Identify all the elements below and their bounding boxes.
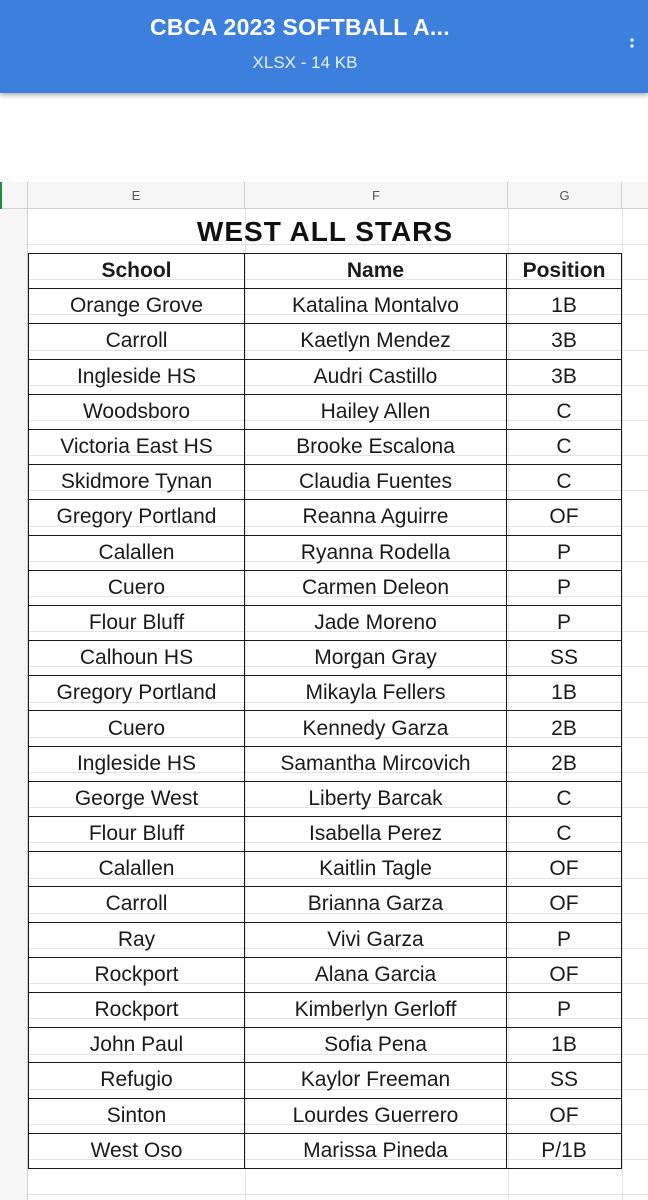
cell-school[interactable]: John Paul (29, 1028, 245, 1063)
cell-name[interactable]: Mikayla Fellers (245, 676, 507, 711)
file-info: XLSX - 14 KB (252, 53, 358, 72)
table-row (29, 465, 622, 500)
cell-name[interactable]: Ryanna Rodella (245, 535, 507, 570)
cell-position[interactable]: P (507, 992, 622, 1027)
table-row (29, 324, 622, 359)
cell-school[interactable]: Calallen (29, 535, 245, 570)
cell-school[interactable]: Gregory Portland (29, 676, 245, 711)
more-vert-icon[interactable] (622, 36, 642, 56)
cell-school[interactable]: Carroll (29, 887, 245, 922)
cell-school[interactable]: George West (29, 781, 245, 816)
cell-name[interactable]: Kaitlin Tagle (245, 852, 507, 887)
cell-name[interactable]: Jade Moreno (245, 605, 507, 640)
cell-school[interactable]: Woodsboro (29, 394, 245, 429)
cell-school[interactable]: Ingleside HS (29, 359, 245, 394)
header-position[interactable]: Position (507, 254, 622, 289)
header-school[interactable]: School (29, 254, 245, 289)
cell-school[interactable]: Ray (29, 922, 245, 957)
app-bar (0, 0, 648, 93)
table-row (29, 711, 622, 746)
cell-name[interactable]: Brooke Escalona (245, 429, 507, 464)
cell-position[interactable]: OF (507, 887, 622, 922)
cell-school[interactable]: Refugio (29, 1063, 245, 1098)
cell-school[interactable]: Calallen (29, 852, 245, 887)
cell-position[interactable]: P (507, 570, 622, 605)
cell-position[interactable]: P (507, 922, 622, 957)
table-row (29, 957, 622, 992)
column-header-f[interactable]: F (245, 182, 508, 209)
cell-position[interactable]: OF (507, 957, 622, 992)
cell-name[interactable]: Audri Castillo (245, 359, 507, 394)
row-header-column (0, 209, 28, 1200)
cell-school[interactable]: Gregory Portland (29, 500, 245, 535)
cell-name[interactable]: Claudia Fuentes (245, 465, 507, 500)
cell-name[interactable]: Carmen Deleon (245, 570, 507, 605)
roster-table (28, 253, 622, 1169)
table-row (29, 359, 622, 394)
table-row (29, 887, 622, 922)
cell-position[interactable]: 1B (507, 289, 622, 324)
cell-position[interactable]: C (507, 394, 622, 429)
table-row (29, 289, 622, 324)
cell-school[interactable]: Carroll (29, 324, 245, 359)
cell-position[interactable]: C (507, 817, 622, 852)
table-row (29, 676, 622, 711)
cell-position[interactable]: 3B (507, 324, 622, 359)
table-row (29, 817, 622, 852)
table-row (29, 500, 622, 535)
cell-position[interactable]: C (507, 465, 622, 500)
cell-name[interactable]: Kimberlyn Gerloff (245, 992, 507, 1027)
cell-name[interactable]: Marissa Pineda (245, 1133, 507, 1168)
table-row (29, 922, 622, 957)
cell-position[interactable]: OF (507, 500, 622, 535)
table-row (29, 1098, 622, 1133)
spreadsheet-view[interactable] (0, 182, 648, 1200)
cell-school[interactable]: Victoria East HS (29, 429, 245, 464)
cell-name[interactable]: Brianna Garza (245, 887, 507, 922)
cell-position[interactable]: SS (507, 641, 622, 676)
cell-position[interactable]: 2B (507, 746, 622, 781)
table-row (29, 1063, 622, 1098)
cell-position[interactable]: C (507, 781, 622, 816)
table-row (29, 605, 622, 640)
cell-school[interactable]: Flour Bluff (29, 817, 245, 852)
cell-position[interactable]: C (507, 429, 622, 464)
table-row (29, 992, 622, 1027)
column-header-g[interactable]: G (508, 182, 622, 209)
cell-position[interactable]: P (507, 605, 622, 640)
table-row (29, 746, 622, 781)
table-header-row (29, 254, 622, 289)
cell-school[interactable]: West Oso (29, 1133, 245, 1168)
file-title: CBCA 2023 SOFTBALL A... (150, 14, 450, 40)
gridline-horizontal (28, 1194, 648, 1195)
table-row (29, 1028, 622, 1063)
header-name[interactable]: Name (245, 254, 507, 289)
selection-indicator (0, 182, 2, 209)
table-row (29, 1133, 622, 1168)
cell-school[interactable]: Orange Grove (29, 289, 245, 324)
cell-position[interactable]: 1B (507, 1028, 622, 1063)
cell-position[interactable]: 2B (507, 711, 622, 746)
cell-school[interactable]: Sinton (29, 1098, 245, 1133)
gridline-vertical (622, 209, 623, 1200)
cell-school[interactable]: Ingleside HS (29, 746, 245, 781)
cell-school[interactable]: Skidmore Tynan (29, 465, 245, 500)
cell-name[interactable]: Kaylor Freeman (245, 1063, 507, 1098)
cell-name[interactable]: Vivi Garza (245, 922, 507, 957)
column-header-e[interactable]: E (28, 182, 245, 209)
cell-name[interactable]: Kaetlyn Mendez (245, 324, 507, 359)
cell-school[interactable]: Flour Bluff (29, 605, 245, 640)
cell-school[interactable]: Calhoun HS (29, 641, 245, 676)
table-row (29, 852, 622, 887)
sheet-title: WEST ALL STARS (196, 216, 454, 247)
table-row (29, 429, 622, 464)
cell-school[interactable]: Cuero (29, 570, 245, 605)
cell-name[interactable]: Liberty Barcak (245, 781, 507, 816)
cell-position[interactable]: OF (507, 1098, 622, 1133)
cell-name[interactable]: Katalina Montalvo (245, 289, 507, 324)
cell-name[interactable]: Reanna Aguirre (245, 500, 507, 535)
cell-school[interactable]: Cuero (29, 711, 245, 746)
cell-school[interactable]: Rockport (29, 957, 245, 992)
cell-position[interactable]: P (507, 535, 622, 570)
cell-name[interactable]: Hailey Allen (245, 394, 507, 429)
cell-position[interactable]: 1B (507, 676, 622, 711)
cell-position[interactable]: 3B (507, 359, 622, 394)
cell-name[interactable]: Kennedy Garza (245, 711, 507, 746)
table-row (29, 535, 622, 570)
cell-name[interactable]: Alana Garcia (245, 957, 507, 992)
cell-name[interactable]: Morgan Gray (245, 641, 507, 676)
cell-name[interactable]: Sofia Pena (245, 1028, 507, 1063)
cell-position[interactable]: P/1B (507, 1133, 622, 1168)
select-all-corner[interactable] (0, 182, 28, 209)
cell-position[interactable]: OF (507, 852, 622, 887)
table-row (29, 394, 622, 429)
table-row (29, 570, 622, 605)
cell-name[interactable]: Isabella Perez (245, 817, 507, 852)
table-row (29, 641, 622, 676)
table-row (29, 781, 622, 816)
cell-name[interactable]: Lourdes Guerrero (245, 1098, 507, 1133)
cell-name[interactable]: Samantha Mircovich (245, 746, 507, 781)
cell-position[interactable]: SS (507, 1063, 622, 1098)
cell-school[interactable]: Rockport (29, 992, 245, 1027)
